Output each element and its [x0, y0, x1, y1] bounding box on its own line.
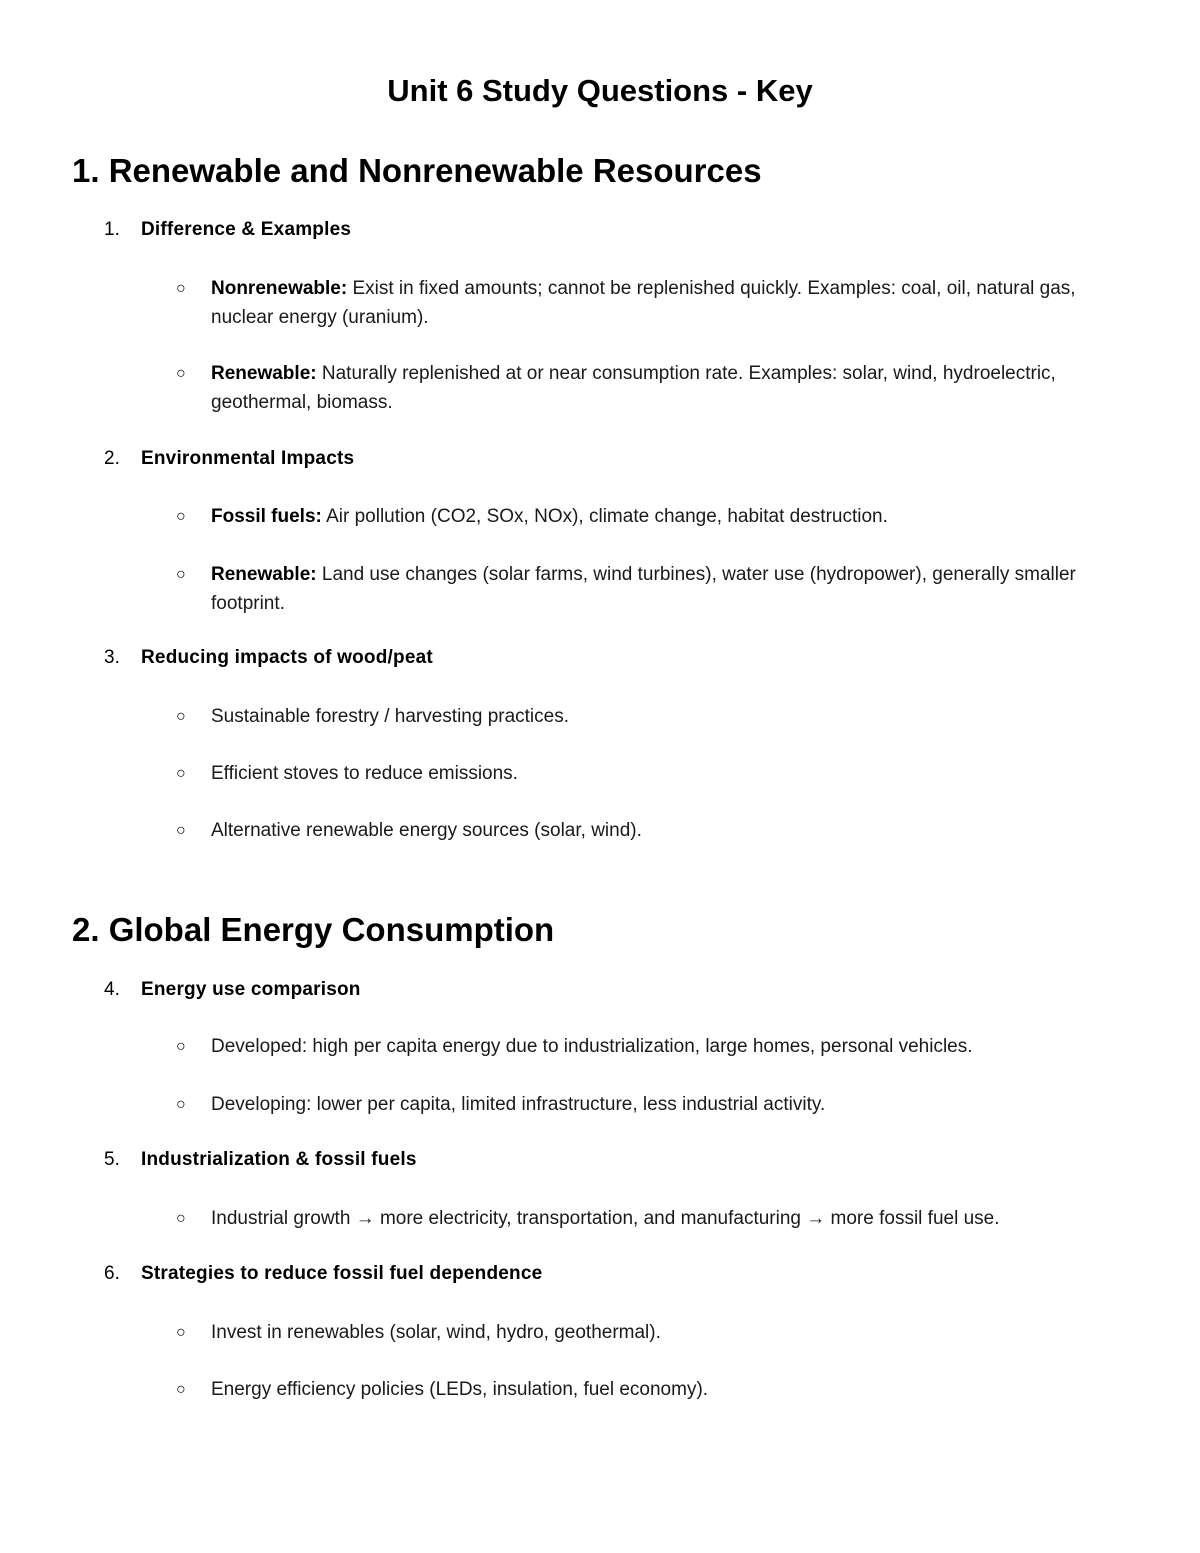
bullet-text: Energy efficiency policies (LEDs, insulation, fuel economy).: [211, 1379, 709, 1400]
bullet-item: [176, 1375, 1126, 1404]
bullet-item: [176, 759, 1126, 788]
question-title: Industrialization & fossil fuels: [141, 1149, 417, 1170]
hollow-circle-bullet-icon: ○: [176, 280, 186, 297]
hollow-circle-bullet-icon: ○: [176, 708, 186, 725]
bullet-text: Developed: high per capita energy due to industrialization, large homes, personal vehicles.: [211, 1036, 973, 1057]
bullet-text: Invest in renewables (solar, wind, hydro, geothermal).: [211, 1322, 661, 1343]
question-title: Difference & Examples: [141, 219, 352, 240]
question-number: 1.: [104, 219, 120, 240]
bullet-text: [211, 359, 1126, 417]
bullet-text: Efficient stoves to reduce emissions.: [211, 763, 518, 784]
bullet-item: [176, 1318, 1126, 1347]
question-item: [104, 1262, 542, 1286]
bullet-body: Air pollution (CO2, SOx, NOx), climate change, habitat destruction.: [321, 506, 888, 527]
bullet-label: Renewable:: [211, 363, 317, 384]
hollow-circle-bullet-icon: ○: [176, 1096, 186, 1113]
question-number: 3.: [104, 647, 120, 668]
question-item: [104, 978, 361, 1002]
hollow-circle-bullet-icon: ○: [176, 365, 186, 382]
bullet-item: [176, 1032, 1126, 1061]
bullet-label: Renewable:: [211, 564, 317, 585]
question-number: 4.: [104, 979, 120, 1000]
bullet-item: [176, 560, 1126, 618]
hollow-circle-bullet-icon: ○: [176, 566, 186, 583]
bullet-body: Land use changes (solar farms, wind turbines), water use (hydropower), generally smaller footprint.: [211, 564, 1076, 614]
question-item: [104, 218, 351, 242]
document-title: Unit 6 Study Questions - Key: [387, 73, 813, 108]
hollow-circle-bullet-icon: ○: [176, 1324, 186, 1341]
question-item: [104, 447, 354, 471]
hollow-circle-bullet-icon: ○: [176, 1038, 186, 1055]
bullet-body: Exist in fixed amounts; cannot be replenished quickly. Examples: coal, oil, natural gas, nuclear energy (uranium).: [211, 278, 1076, 328]
hollow-circle-bullet-icon: ○: [176, 1210, 186, 1227]
bullet-item: [176, 359, 1126, 417]
question-title: Environmental Impacts: [141, 448, 355, 469]
question-number: 6.: [104, 1263, 120, 1284]
bullet-item: [176, 274, 1126, 332]
question-item: [104, 1148, 417, 1172]
bullet-text: Sustainable forestry / harvesting practices.: [211, 706, 570, 727]
bullet-label: Nonrenewable:: [211, 278, 348, 299]
bullet-item: [176, 702, 1126, 731]
section-heading-renewable-resources: 1. Renewable and Nonrenewable Resources: [72, 152, 762, 189]
bullet-item: [176, 1090, 1126, 1119]
bullet-item: [176, 816, 1126, 845]
bullet-text: Developing: lower per capita, limited infrastructure, less industrial activity.: [211, 1094, 826, 1115]
bullet-label: Fossil fuels:: [211, 506, 322, 527]
question-title: Strategies to reduce fossil fuel dependence: [141, 1263, 543, 1284]
hollow-circle-bullet-icon: ○: [176, 765, 186, 782]
section-heading-global-energy-consumption: 2. Global Energy Consumption: [72, 911, 555, 948]
bullet-item: [176, 1204, 1126, 1233]
bullet-text: [211, 560, 1126, 618]
question-item: [104, 646, 433, 670]
question-number: 2.: [104, 448, 120, 469]
bullet-body: Naturally replenished at or near consumption rate. Examples: solar, wind, hydroelectric, geothermal, biomass.: [211, 363, 1056, 413]
bullet-text: [211, 502, 1126, 531]
hollow-circle-bullet-icon: ○: [176, 1381, 186, 1398]
bullet-item: [176, 502, 1126, 531]
bullet-text: Industrial growth → more electricity, transportation, and manufacturing → more fossil fuel use.: [211, 1208, 1000, 1229]
bullet-text: [211, 274, 1126, 332]
question-title: Energy use comparison: [141, 979, 361, 1000]
question-title: Reducing impacts of wood/peat: [141, 647, 433, 668]
question-number: 5.: [104, 1149, 120, 1170]
bullet-text: Alternative renewable energy sources (solar, wind).: [211, 820, 642, 841]
hollow-circle-bullet-icon: ○: [176, 822, 186, 839]
hollow-circle-bullet-icon: ○: [176, 508, 186, 525]
